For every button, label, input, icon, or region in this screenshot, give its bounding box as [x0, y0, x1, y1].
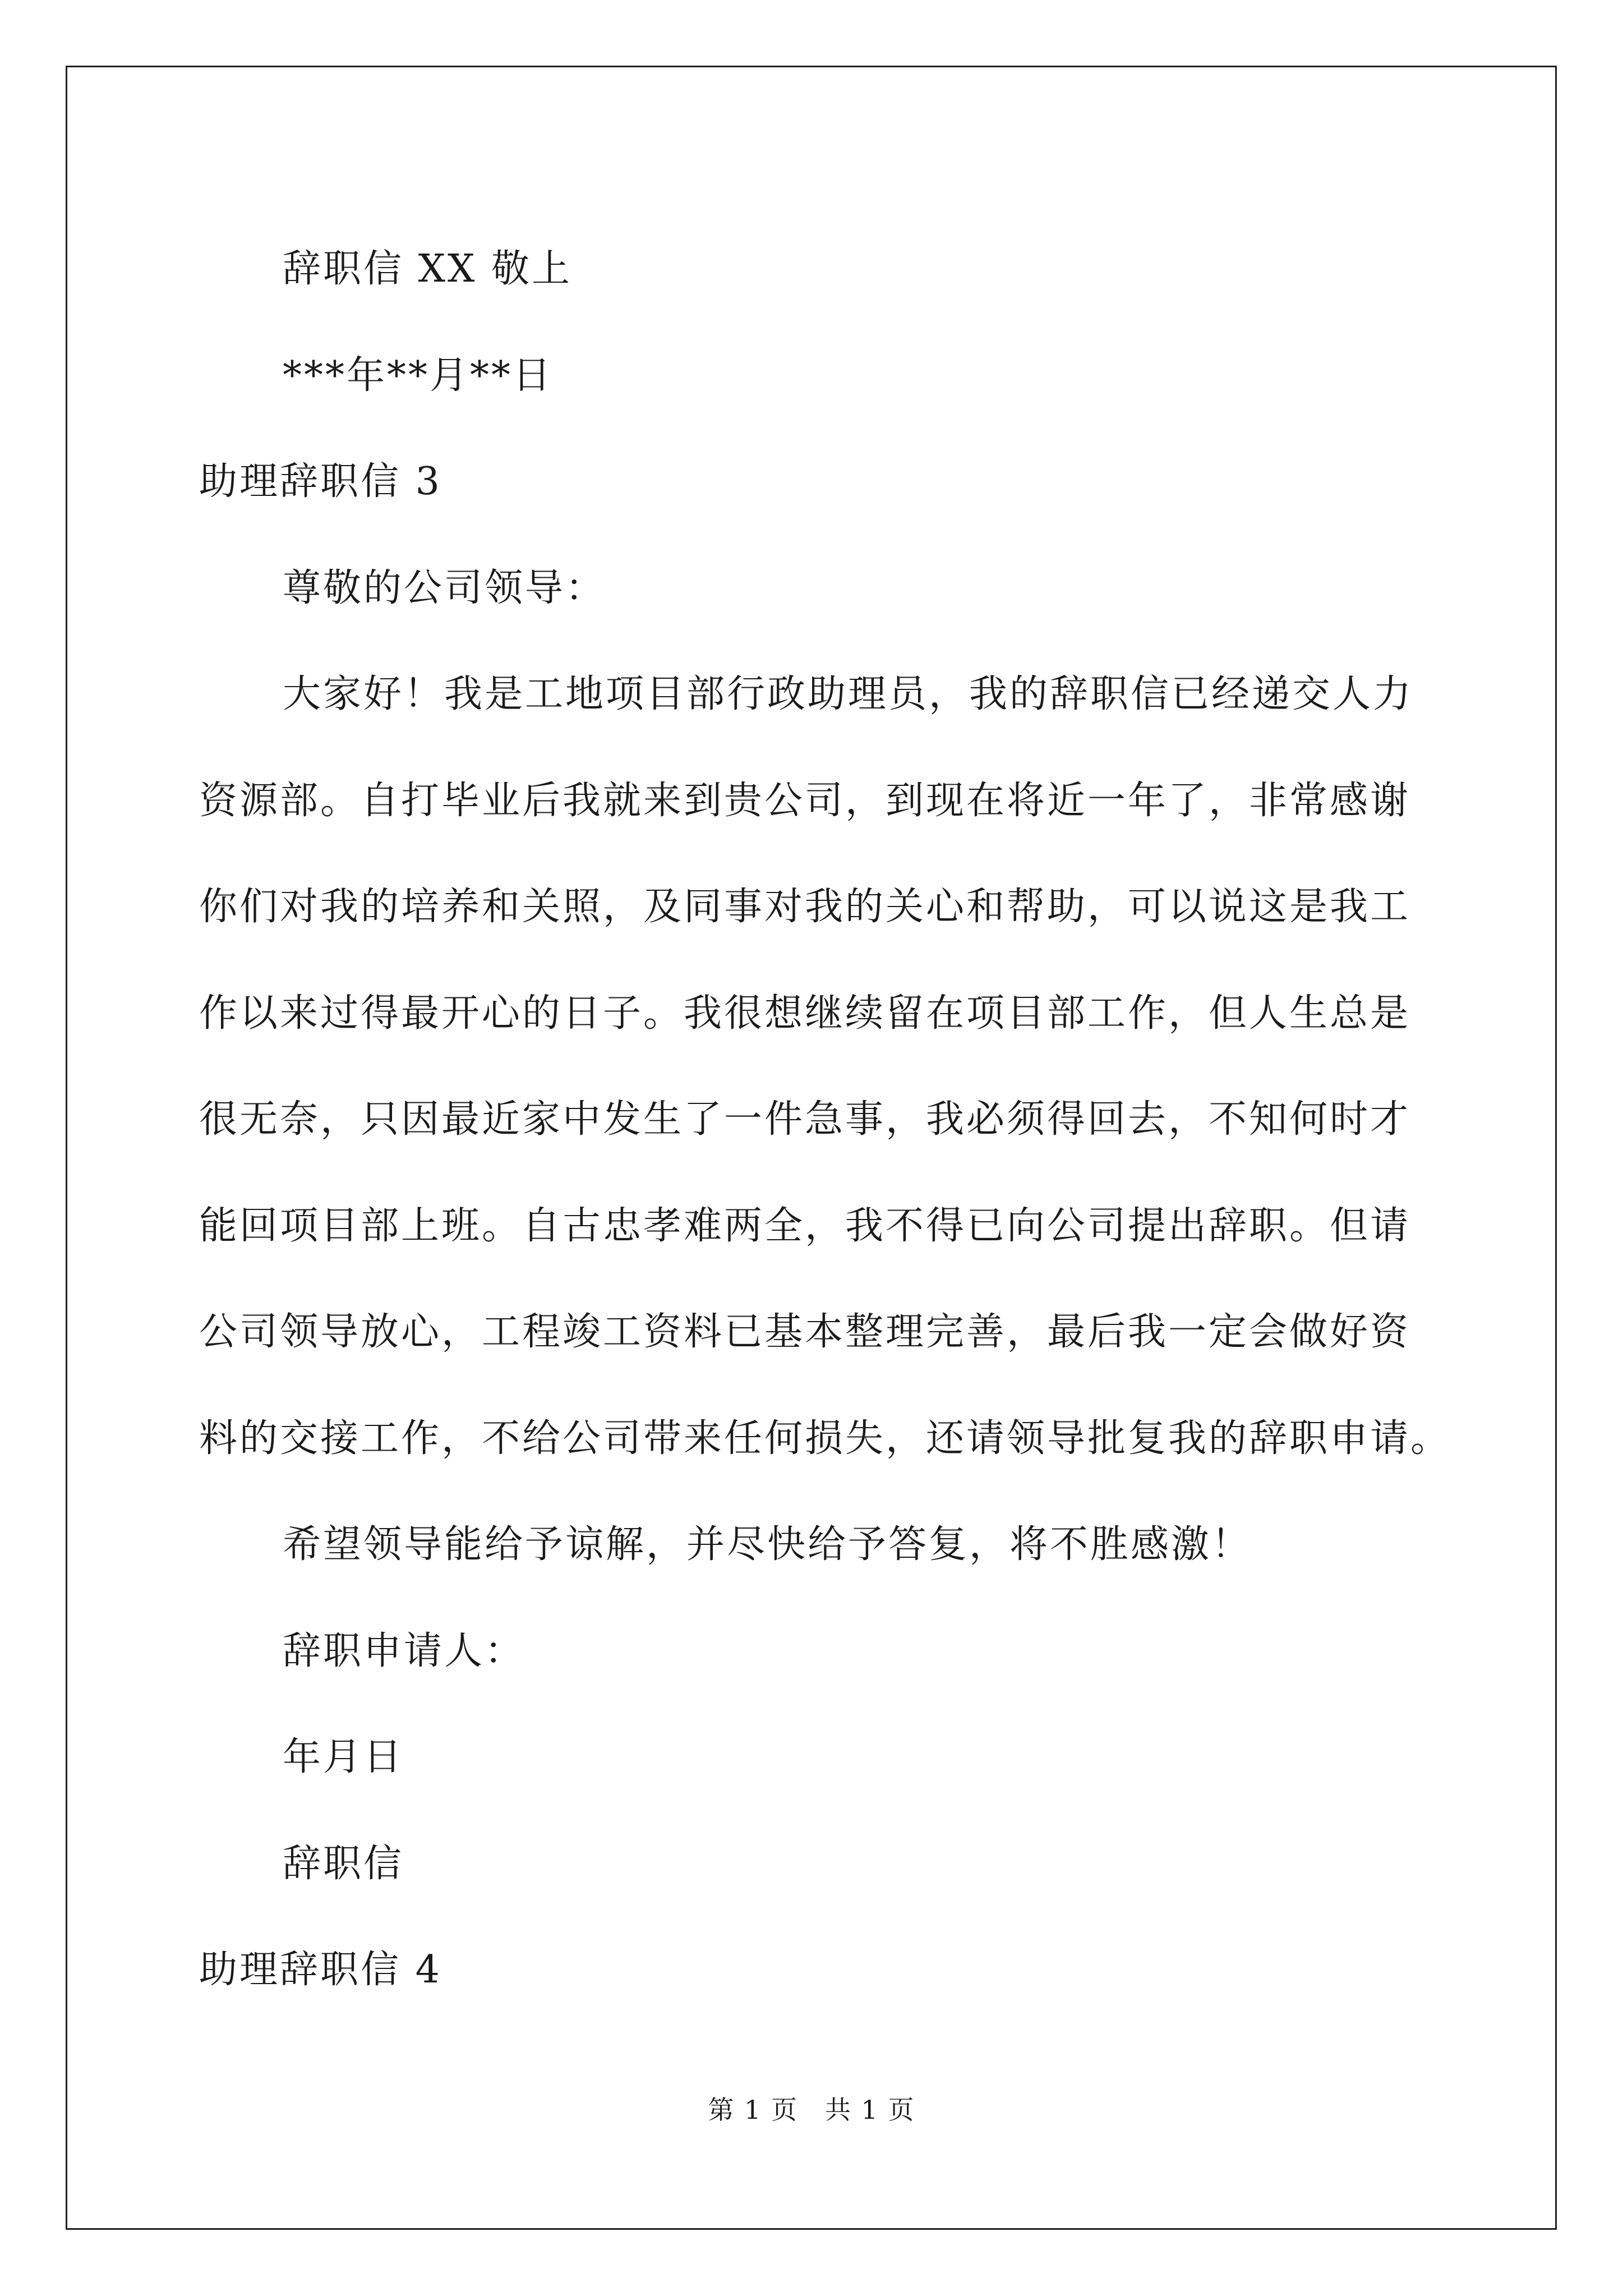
applicant-label: 辞职申请人： — [283, 1628, 525, 1673]
body-line: 资源部。自打毕业后我就来到贵公司，到现在将近一年了，非常感谢 — [199, 778, 1411, 823]
body-line: 公司领导放心，工程竣工资料已基本整理完善，最后我一定会做好资 — [199, 1310, 1411, 1354]
body-line: 你们对我的培养和关照，及同事对我的关心和帮助，可以说这是我工 — [199, 885, 1411, 929]
body-line: 料的交接工作，不给公司带来任何损失，还请领导批复我的辞职申请。 — [199, 1416, 1451, 1461]
closing-line: 希望领导能给予谅解，并尽快给予答复，将不胜感激！ — [283, 1522, 1252, 1567]
section-heading-4: 助理辞职信 4 — [199, 1948, 442, 1992]
page-indicator: 第 1 页 共 1 页 — [708, 2095, 915, 2125]
salutation: 尊敬的公司领导： — [283, 565, 606, 610]
body-line: 作以来过得最开心的日子。我很想继续留在项目部工作，但人生总是 — [199, 991, 1411, 1036]
letter-label: 辞职信 — [283, 1841, 404, 1886]
document-body — [199, 216, 1451, 2023]
date-placeholder: 年月日 — [283, 1735, 404, 1779]
date-line: ***年**月**日 — [283, 353, 554, 398]
body-line: 能回项目部上班。自古忠孝难两全，我不得已向公司提出辞职。但请 — [199, 1203, 1411, 1248]
body-line: 很无奈，只因最近家中发生了一件急事，我必须得回去，不知何时才 — [199, 1097, 1411, 1142]
body-line: 大家好！我是工地项目部行政助理员，我的辞职信已经递交人力 — [283, 672, 1414, 716]
signature-line: 辞职信 XX 敬上 — [283, 247, 573, 291]
section-heading-3: 助理辞职信 3 — [199, 459, 442, 504]
